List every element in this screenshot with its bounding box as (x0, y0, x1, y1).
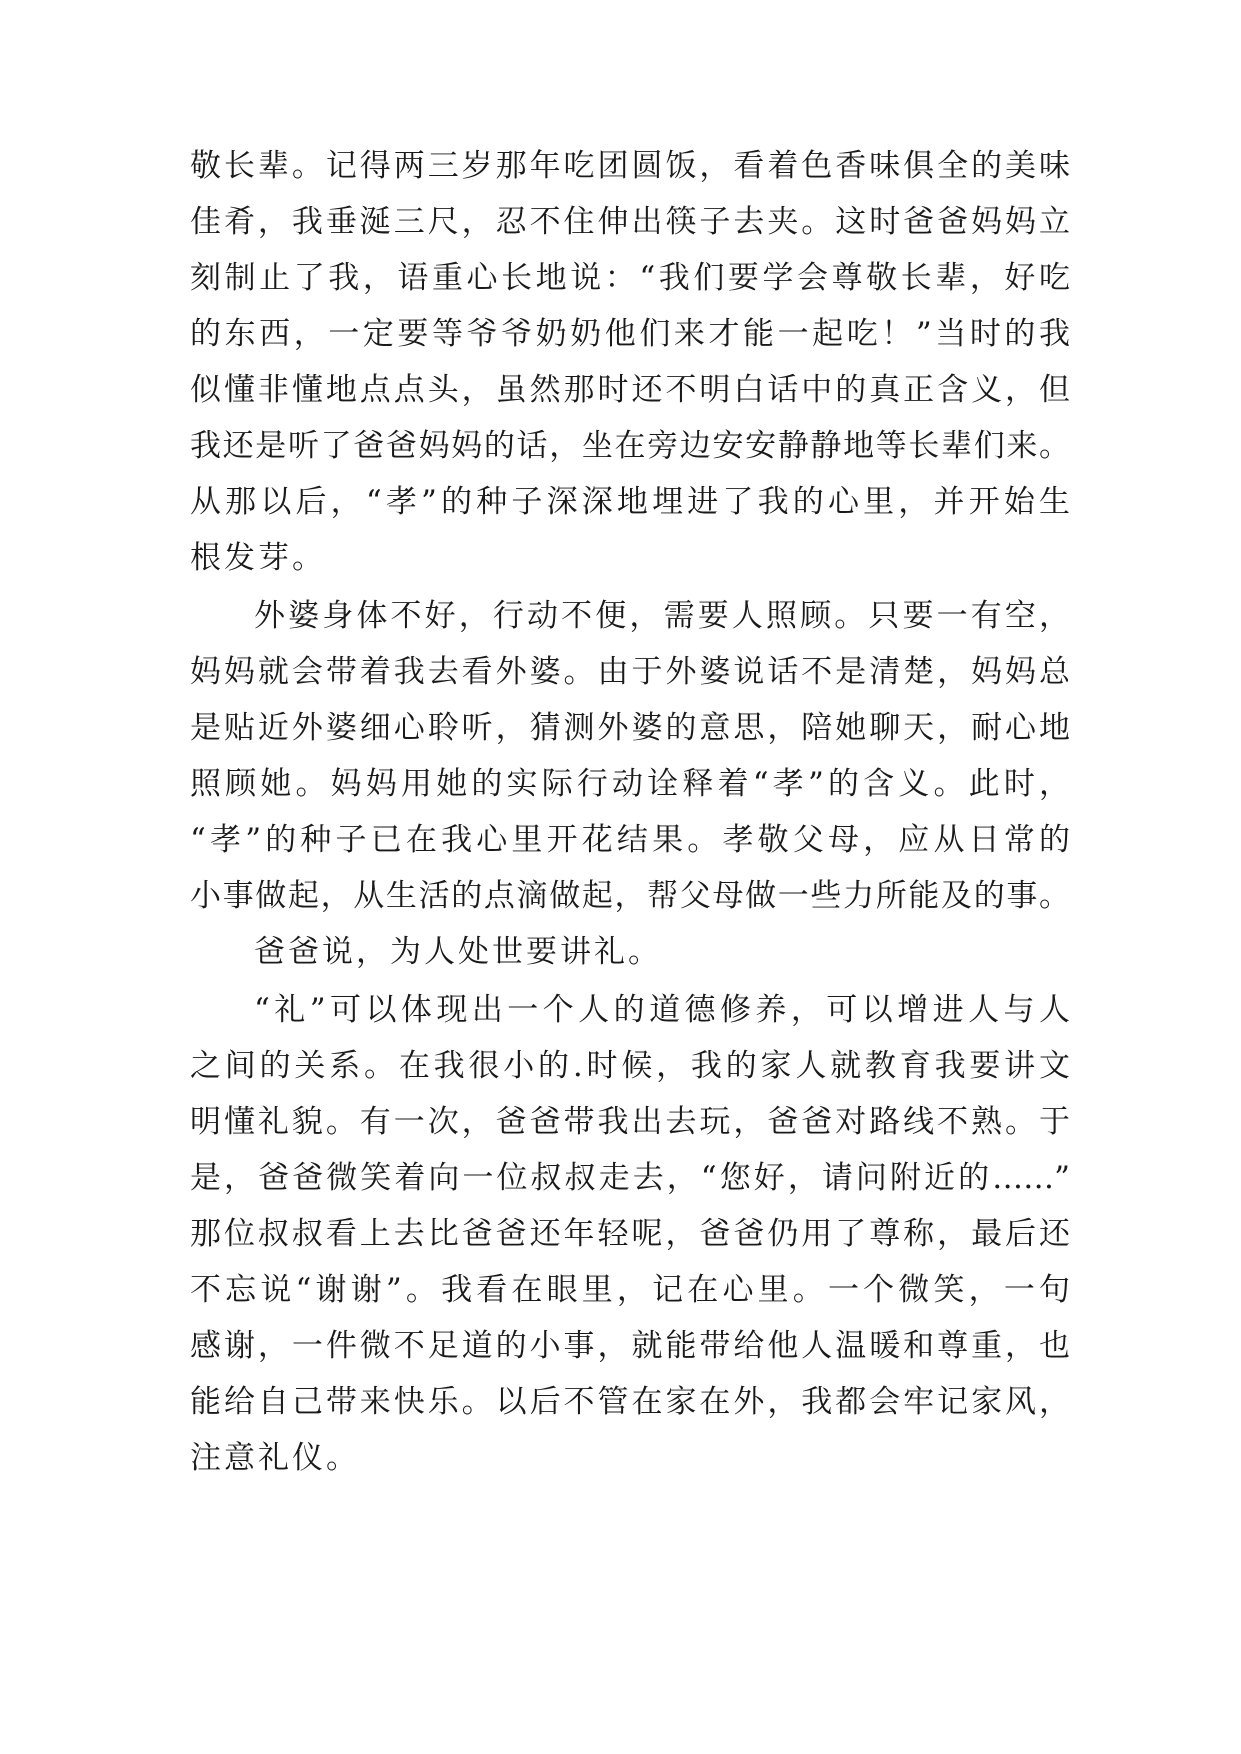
text-line: 能给自己带来快乐。以后不管在家在外，我都会牢记家风， (190, 1384, 1070, 1420)
text-line: 注意礼仪。 (190, 1440, 360, 1476)
text-line: 敬长辈。记得两三岁那年吃团圆饭，看着色香味俱全的美味 (190, 148, 1070, 184)
text-line: 从那以后，“孝”的种子深深地埋进了我的心里，并开始生 (190, 484, 1070, 520)
text-line: 我还是听了爸爸妈妈的话，坐在旁边安安静静地等长辈们来。 (190, 428, 1070, 464)
text-line: 照顾她。妈妈用她的实际行动诠释着“孝”的含义。此时， (190, 766, 1070, 802)
text-line: 不忘说“谢谢”。我看在眼里，记在心里。一个微笑，一句 (190, 1272, 1070, 1308)
text-line: 小事做起，从生活的点滴做起，帮父母做一些力所能及的事。 (190, 878, 1070, 914)
text-line: 那位叔叔看上去比爸爸还年轻呢，爸爸仍用了尊称，最后还 (190, 1216, 1070, 1252)
text-line: 根发芽。 (190, 540, 326, 576)
text-line: 之间的关系。在我很小的.时候，我的家人就教育我要讲文 (190, 1048, 1070, 1084)
text-line: 刻制止了我，语重心长地说：“我们要学会尊敬长辈，好吃 (190, 260, 1070, 296)
text-line: 佳肴，我垂涎三尺，忍不住伸出筷子去夹。这时爸爸妈妈立 (190, 204, 1070, 240)
text-line: 明懂礼貌。有一次，爸爸带我出去玩，爸爸对路线不熟。于 (190, 1104, 1070, 1140)
text-line: 的东西，一定要等爷爷奶奶他们来才能一起吃！”当时的我 (190, 316, 1070, 352)
text-line: 是，爸爸微笑着向一位叔叔走去，“您好，请问附近的……” (190, 1160, 1070, 1196)
text-line: 妈妈就会带着我去看外婆。由于外婆说话不是清楚，妈妈总 (190, 654, 1070, 690)
paragraph-first-line: 爸爸说，为人处世要讲礼。 (254, 934, 662, 970)
paragraph-first-line: 外婆身体不好，行动不便，需要人照顾。只要一有空， (254, 598, 1070, 634)
text-line: 似懂非懂地点点头，虽然那时还不明白话中的真正含义，但 (190, 372, 1070, 408)
text-line: 感谢，一件微不足道的小事，就能带给他人温暖和尊重，也 (190, 1328, 1070, 1364)
text-line: 是贴近外婆细心聆听，猜测外婆的意思，陪她聊天，耐心地 (190, 710, 1070, 746)
paragraph-first-line: “礼”可以体现出一个人的道德修养，可以增进人与人 (254, 992, 1070, 1028)
text-line: “孝”的种子已在我心里开花结果。孝敬父母，应从日常的 (190, 822, 1070, 858)
